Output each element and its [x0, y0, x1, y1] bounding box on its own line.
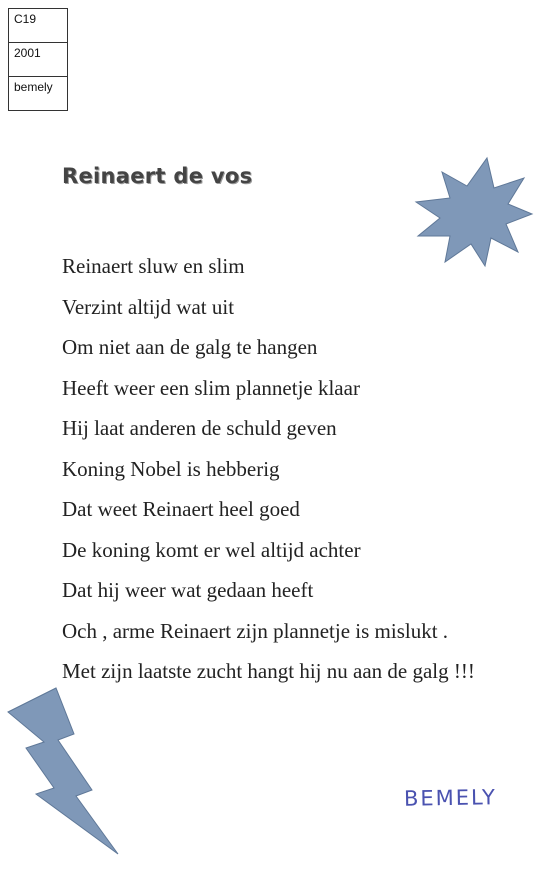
poem-body — [62, 250, 475, 696]
poem-line: Heeft weer een slim plannetje klaar — [62, 375, 360, 400]
signature: BEMELY — [403, 785, 498, 811]
id-code: C19 — [9, 9, 67, 43]
poem-line: Och , arme Reinaert zijn plannetje is mislukt . — [62, 618, 449, 643]
lightning-bolt-shape — [0, 686, 122, 858]
poem-title: Reinaert de vos — [62, 164, 253, 188]
poem-line: De koning komt er wel altijd achter — [62, 537, 361, 562]
poem-line: Met zijn laatste zucht hangt hij nu aan de galg !!! — [62, 659, 475, 683]
poem-line: Hij laat anderen de schuld geven — [62, 416, 337, 440]
poem-line: Koning Nobel is hebberig — [62, 456, 280, 481]
poem-line: Dat weet Reinaert heel goed — [62, 497, 300, 521]
poem-line: Om niet aan de galg te hangen — [62, 335, 318, 359]
document-id-box — [8, 8, 68, 111]
poem-line: Dat hij weer wat gedaan heeft — [62, 578, 314, 602]
author-name: bemely — [9, 77, 67, 111]
year: 2001 — [9, 43, 67, 77]
poem-line: Verzint altijd wat uit — [62, 294, 235, 319]
poem-line: Reinaert sluw en slim — [62, 254, 245, 278]
